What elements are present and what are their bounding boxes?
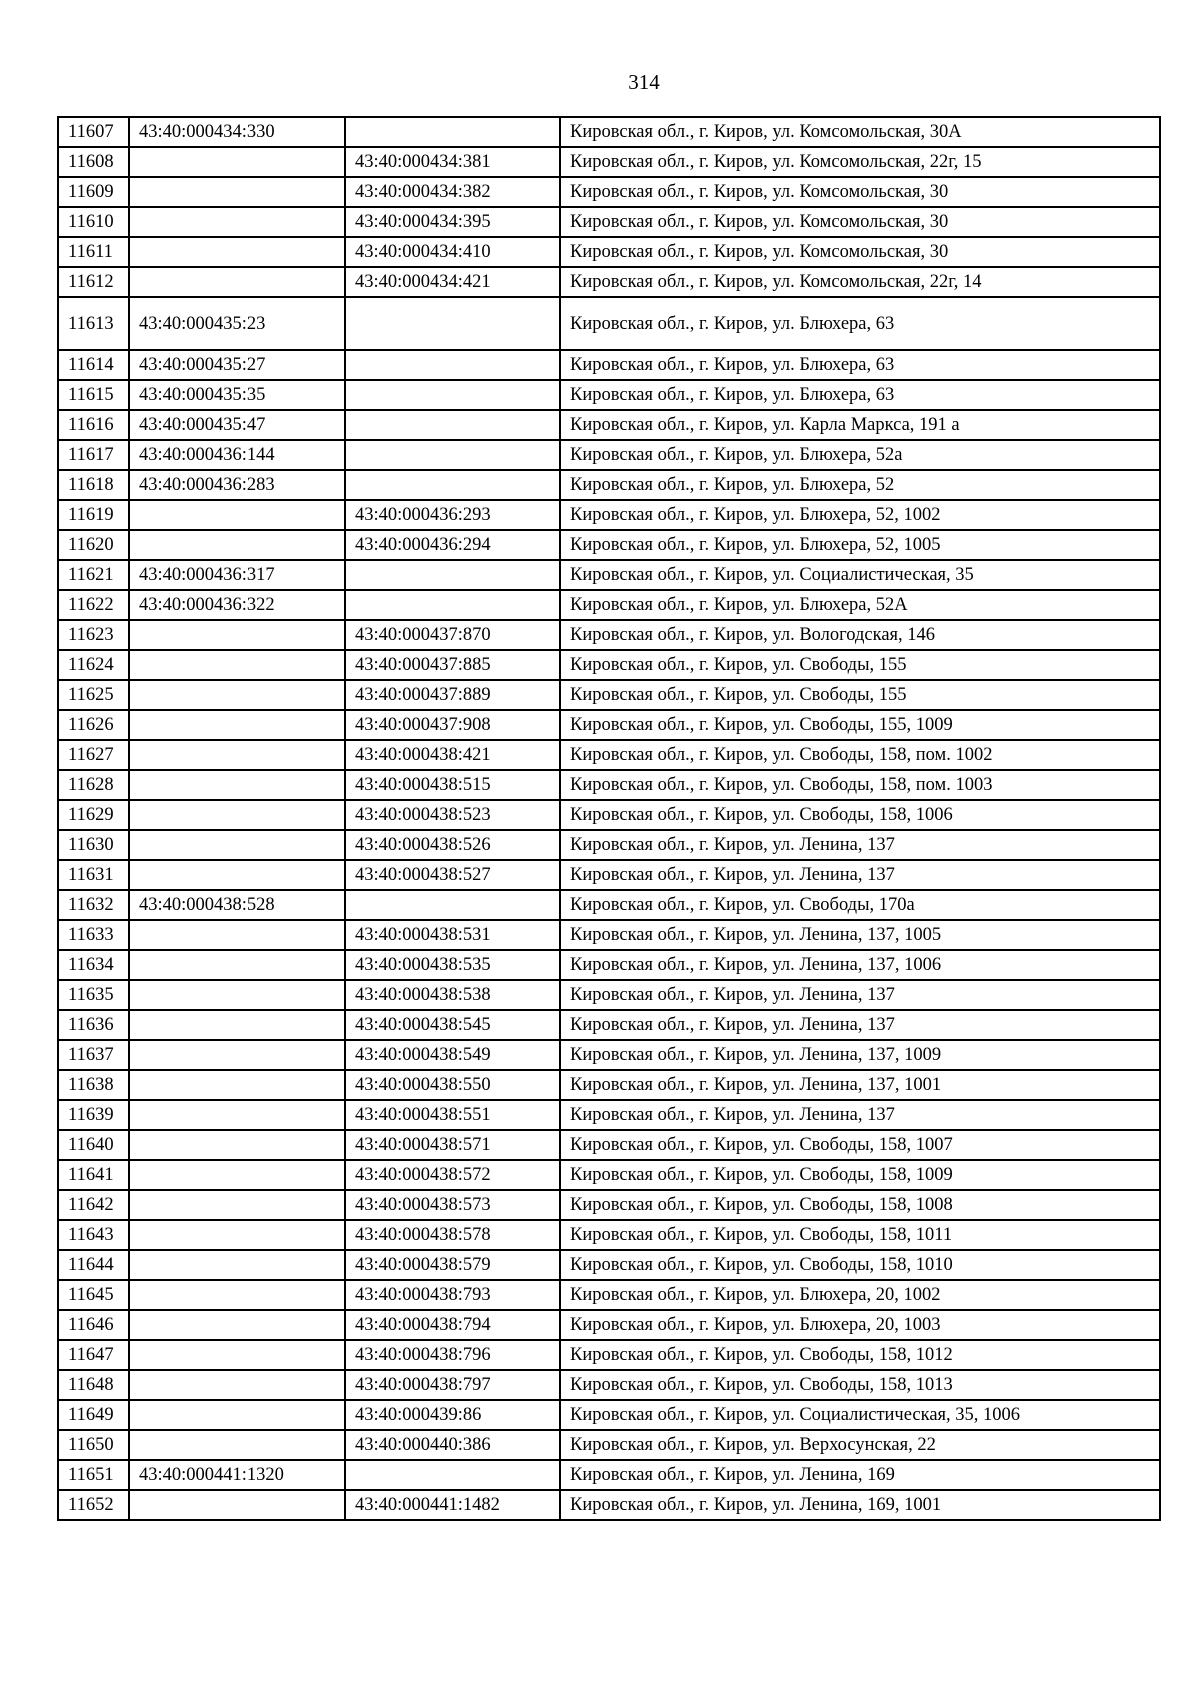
table-row (58, 590, 1160, 620)
row-number-cell: 11634 (58, 950, 129, 980)
address-cell: Кировская обл., г. Киров, ул. Карла Маркса, 191 а (560, 410, 1160, 440)
premises-cadastral-number-cell: 43:40:000438:578 (345, 1220, 560, 1250)
premises-cadastral-number-cell: 43:40:000440:386 (345, 1430, 560, 1460)
cadastral-number-cell: 43:40:000436:322 (129, 590, 345, 620)
premises-cadastral-number-cell (345, 297, 560, 350)
cadastral-number-cell: 43:40:000435:23 (129, 297, 345, 350)
table-row (58, 1130, 1160, 1160)
cadastral-number-cell (129, 147, 345, 177)
address-cell: Кировская обл., г. Киров, ул. Комсомольская, 22г, 14 (560, 267, 1160, 297)
table-row (58, 1070, 1160, 1100)
premises-cadastral-number-cell: 43:40:000438:538 (345, 980, 560, 1010)
cadastral-number-cell (129, 950, 345, 980)
premises-cadastral-number-cell: 43:40:000438:515 (345, 770, 560, 800)
premises-cadastral-number-cell: 43:40:000436:293 (345, 500, 560, 530)
table-row (58, 830, 1160, 860)
row-number-cell: 11614 (58, 350, 129, 380)
row-number-cell: 11651 (58, 1460, 129, 1490)
cadastral-number-cell (129, 650, 345, 680)
cadastral-number-cell: 43:40:000436:283 (129, 470, 345, 500)
cadastral-number-cell (129, 620, 345, 650)
address-cell: Кировская обл., г. Киров, ул. Блюхера, 20, 1003 (560, 1310, 1160, 1340)
premises-cadastral-number-cell: 43:40:000438:527 (345, 860, 560, 890)
cadastral-number-cell (129, 1100, 345, 1130)
cadastral-number-cell (129, 1160, 345, 1190)
table-row (58, 860, 1160, 890)
row-number-cell: 11649 (58, 1400, 129, 1430)
cadastral-number-cell: 43:40:000435:27 (129, 350, 345, 380)
table-row (58, 1250, 1160, 1280)
premises-cadastral-number-cell: 43:40:000438:796 (345, 1340, 560, 1370)
premises-cadastral-number-cell: 43:40:000441:1482 (345, 1490, 560, 1520)
table-row (58, 530, 1160, 560)
cadastral-number-cell (129, 1400, 345, 1430)
table-row (58, 1100, 1160, 1130)
row-number-cell: 11628 (58, 770, 129, 800)
cadastral-number-cell (129, 980, 345, 1010)
row-number-cell: 11611 (58, 237, 129, 267)
cadastral-number-cell (129, 1250, 345, 1280)
premises-cadastral-number-cell: 43:40:000438:549 (345, 1040, 560, 1070)
address-cell: Кировская обл., г. Киров, ул. Блюхера, 52, 1002 (560, 500, 1160, 530)
row-number-cell: 11632 (58, 890, 129, 920)
address-cell: Кировская обл., г. Киров, ул. Свободы, 170а (560, 890, 1160, 920)
address-cell: Кировская обл., г. Киров, ул. Ленина, 137, 1005 (560, 920, 1160, 950)
row-number-cell: 11629 (58, 800, 129, 830)
row-number-cell: 11615 (58, 380, 129, 410)
table-row (58, 267, 1160, 297)
row-number-cell: 11639 (58, 1100, 129, 1130)
table-row (58, 770, 1160, 800)
row-number-cell: 11623 (58, 620, 129, 650)
address-cell: Кировская обл., г. Киров, ул. Свободы, 155 (560, 650, 1160, 680)
table-row (58, 1370, 1160, 1400)
premises-cadastral-number-cell (345, 117, 560, 147)
row-number-cell: 11616 (58, 410, 129, 440)
premises-cadastral-number-cell (345, 350, 560, 380)
premises-cadastral-number-cell: 43:40:000438:571 (345, 1130, 560, 1160)
table-row (58, 1160, 1160, 1190)
cadastral-number-cell (129, 1040, 345, 1070)
address-cell: Кировская обл., г. Киров, ул. Ленина, 169, 1001 (560, 1490, 1160, 1520)
table-row (58, 117, 1160, 147)
registry-table (57, 116, 1161, 1521)
premises-cadastral-number-cell: 43:40:000436:294 (345, 530, 560, 560)
cadastral-number-cell (129, 800, 345, 830)
table-row (58, 1310, 1160, 1340)
cadastral-number-cell (129, 1370, 345, 1400)
row-number-cell: 11631 (58, 860, 129, 890)
premises-cadastral-number-cell (345, 380, 560, 410)
row-number-cell: 11647 (58, 1340, 129, 1370)
cadastral-number-cell (129, 530, 345, 560)
address-cell: Кировская обл., г. Киров, ул. Свободы, 155, 1009 (560, 710, 1160, 740)
cadastral-number-cell (129, 237, 345, 267)
table-row (58, 410, 1160, 440)
address-cell: Кировская обл., г. Киров, ул. Социалистическая, 35, 1006 (560, 1400, 1160, 1430)
premises-cadastral-number-cell: 43:40:000437:870 (345, 620, 560, 650)
cadastral-number-cell (129, 1220, 345, 1250)
table-row (58, 1010, 1160, 1040)
address-cell: Кировская обл., г. Киров, ул. Свободы, 158, 1012 (560, 1340, 1160, 1370)
page-number: 314 (628, 70, 660, 94)
premises-cadastral-number-cell (345, 470, 560, 500)
address-cell: Кировская обл., г. Киров, ул. Блюхера, 52 (560, 470, 1160, 500)
row-number-cell: 11645 (58, 1280, 129, 1310)
row-number-cell: 11642 (58, 1190, 129, 1220)
address-cell: Кировская обл., г. Киров, ул. Свободы, 158, пом. 1002 (560, 740, 1160, 770)
table-row (58, 1040, 1160, 1070)
registry-table-body (58, 117, 1160, 1520)
table-row (58, 980, 1160, 1010)
cadastral-number-cell (129, 1010, 345, 1040)
row-number-cell: 11624 (58, 650, 129, 680)
table-row (58, 237, 1160, 267)
cadastral-number-cell (129, 740, 345, 770)
cadastral-number-cell (129, 207, 345, 237)
table-row (58, 1190, 1160, 1220)
premises-cadastral-number-cell: 43:40:000438:523 (345, 800, 560, 830)
cadastral-number-cell (129, 680, 345, 710)
table-row (58, 560, 1160, 590)
row-number-cell: 11613 (58, 297, 129, 350)
address-cell: Кировская обл., г. Киров, ул. Ленина, 137 (560, 1100, 1160, 1130)
table-row (58, 500, 1160, 530)
premises-cadastral-number-cell: 43:40:000438:551 (345, 1100, 560, 1130)
row-number-cell: 11652 (58, 1490, 129, 1520)
premises-cadastral-number-cell: 43:40:000438:421 (345, 740, 560, 770)
row-number-cell: 11617 (58, 440, 129, 470)
address-cell: Кировская обл., г. Киров, ул. Комсомольская, 30 (560, 177, 1160, 207)
premises-cadastral-number-cell (345, 1460, 560, 1490)
premises-cadastral-number-cell: 43:40:000438:550 (345, 1070, 560, 1100)
address-cell: Кировская обл., г. Киров, ул. Ленина, 137 (560, 830, 1160, 860)
address-cell: Кировская обл., г. Киров, ул. Свободы, 158, 1008 (560, 1190, 1160, 1220)
address-cell: Кировская обл., г. Киров, ул. Свободы, 158, 1010 (560, 1250, 1160, 1280)
cadastral-number-cell (129, 1430, 345, 1460)
row-number-cell: 11620 (58, 530, 129, 560)
row-number-cell: 11636 (58, 1010, 129, 1040)
premises-cadastral-number-cell: 43:40:000437:889 (345, 680, 560, 710)
cadastral-number-cell (129, 267, 345, 297)
row-number-cell: 11648 (58, 1370, 129, 1400)
row-number-cell: 11609 (58, 177, 129, 207)
row-number-cell: 11627 (58, 740, 129, 770)
table-row (58, 207, 1160, 237)
table-row (58, 177, 1160, 207)
premises-cadastral-number-cell (345, 560, 560, 590)
cadastral-number-cell: 43:40:000435:47 (129, 410, 345, 440)
address-cell: Кировская обл., г. Киров, ул. Блюхера, 63 (560, 380, 1160, 410)
premises-cadastral-number-cell: 43:40:000434:421 (345, 267, 560, 297)
table-row (58, 650, 1160, 680)
address-cell: Кировская обл., г. Киров, ул. Блюхера, 63 (560, 297, 1160, 350)
cadastral-number-cell: 43:40:000435:35 (129, 380, 345, 410)
table-row (58, 620, 1160, 650)
row-number-cell: 11643 (58, 1220, 129, 1250)
address-cell: Кировская обл., г. Киров, ул. Блюхера, 63 (560, 350, 1160, 380)
premises-cadastral-number-cell: 43:40:000438:535 (345, 950, 560, 980)
row-number-cell: 11640 (58, 1130, 129, 1160)
table-row (58, 1460, 1160, 1490)
address-cell: Кировская обл., г. Киров, ул. Ленина, 137 (560, 980, 1160, 1010)
row-number-cell: 11637 (58, 1040, 129, 1070)
table-row (58, 297, 1160, 350)
cadastral-number-cell (129, 500, 345, 530)
table-row (58, 440, 1160, 470)
premises-cadastral-number-cell: 43:40:000434:382 (345, 177, 560, 207)
cadastral-number-cell (129, 1190, 345, 1220)
row-number-cell: 11612 (58, 267, 129, 297)
address-cell: Кировская обл., г. Киров, ул. Социалистическая, 35 (560, 560, 1160, 590)
row-number-cell: 11626 (58, 710, 129, 740)
address-cell: Кировская обл., г. Киров, ул. Комсомольская, 30 (560, 207, 1160, 237)
cadastral-number-cell (129, 770, 345, 800)
address-cell: Кировская обл., г. Киров, ул. Свободы, 158, 1011 (560, 1220, 1160, 1250)
cadastral-number-cell (129, 710, 345, 740)
address-cell: Кировская обл., г. Киров, ул. Свободы, 155 (560, 680, 1160, 710)
premises-cadastral-number-cell: 43:40:000438:573 (345, 1190, 560, 1220)
cadastral-number-cell: 43:40:000438:528 (129, 890, 345, 920)
row-number-cell: 11622 (58, 590, 129, 620)
table-row (58, 950, 1160, 980)
table-row (58, 1490, 1160, 1520)
table-row (58, 920, 1160, 950)
premises-cadastral-number-cell: 43:40:000438:526 (345, 830, 560, 860)
table-row (58, 740, 1160, 770)
premises-cadastral-number-cell (345, 440, 560, 470)
premises-cadastral-number-cell (345, 590, 560, 620)
premises-cadastral-number-cell: 43:40:000438:531 (345, 920, 560, 950)
row-number-cell: 11646 (58, 1310, 129, 1340)
cadastral-number-cell: 43:40:000441:1320 (129, 1460, 345, 1490)
address-cell: Кировская обл., г. Киров, ул. Комсомольская, 30 (560, 237, 1160, 267)
premises-cadastral-number-cell (345, 890, 560, 920)
address-cell: Кировская обл., г. Киров, ул. Блюхера, 52а (560, 440, 1160, 470)
cadastral-number-cell (129, 1310, 345, 1340)
cadastral-number-cell (129, 1280, 345, 1310)
address-cell: Кировская обл., г. Киров, ул. Ленина, 137 (560, 1010, 1160, 1040)
table-row (58, 350, 1160, 380)
cadastral-number-cell: 43:40:000434:330 (129, 117, 345, 147)
row-number-cell: 11650 (58, 1430, 129, 1460)
premises-cadastral-number-cell: 43:40:000438:797 (345, 1370, 560, 1400)
address-cell: Кировская обл., г. Киров, ул. Свободы, 158, 1009 (560, 1160, 1160, 1190)
address-cell: Кировская обл., г. Киров, ул. Свободы, 158, пом. 1003 (560, 770, 1160, 800)
address-cell: Кировская обл., г. Киров, ул. Комсомольская, 22г, 15 (560, 147, 1160, 177)
table-row (58, 890, 1160, 920)
cadastral-number-cell (129, 177, 345, 207)
address-cell: Кировская обл., г. Киров, ул. Блюхера, 52А (560, 590, 1160, 620)
address-cell: Кировская обл., г. Киров, ул. Свободы, 158, 1007 (560, 1130, 1160, 1160)
address-cell: Кировская обл., г. Киров, ул. Блюхера, 52, 1005 (560, 530, 1160, 560)
address-cell: Кировская обл., г. Киров, ул. Свободы, 158, 1013 (560, 1370, 1160, 1400)
row-number-cell: 11630 (58, 830, 129, 860)
address-cell: Кировская обл., г. Киров, ул. Ленина, 169 (560, 1460, 1160, 1490)
row-number-cell: 11607 (58, 117, 129, 147)
row-number-cell: 11644 (58, 1250, 129, 1280)
cadastral-number-cell (129, 1490, 345, 1520)
table-row (58, 710, 1160, 740)
row-number-cell: 11618 (58, 470, 129, 500)
row-number-cell: 11619 (58, 500, 129, 530)
row-number-cell: 11641 (58, 1160, 129, 1190)
premises-cadastral-number-cell: 43:40:000437:885 (345, 650, 560, 680)
premises-cadastral-number-cell: 43:40:000434:410 (345, 237, 560, 267)
premises-cadastral-number-cell: 43:40:000438:572 (345, 1160, 560, 1190)
address-cell: Кировская обл., г. Киров, ул. Ленина, 137, 1001 (560, 1070, 1160, 1100)
cadastral-number-cell (129, 920, 345, 950)
cadastral-number-cell: 43:40:000436:144 (129, 440, 345, 470)
address-cell: Кировская обл., г. Киров, ул. Свободы, 158, 1006 (560, 800, 1160, 830)
cadastral-number-cell: 43:40:000436:317 (129, 560, 345, 590)
table-row (58, 800, 1160, 830)
row-number-cell: 11610 (58, 207, 129, 237)
address-cell: Кировская обл., г. Киров, ул. Ленина, 137, 1006 (560, 950, 1160, 980)
table-row (58, 470, 1160, 500)
table-row (58, 1340, 1160, 1370)
premises-cadastral-number-cell: 43:40:000438:579 (345, 1250, 560, 1280)
row-number-cell: 11635 (58, 980, 129, 1010)
premises-cadastral-number-cell: 43:40:000434:381 (345, 147, 560, 177)
address-cell: Кировская обл., г. Киров, ул. Вологодская, 146 (560, 620, 1160, 650)
premises-cadastral-number-cell: 43:40:000438:794 (345, 1310, 560, 1340)
cadastral-number-cell (129, 860, 345, 890)
row-number-cell: 11625 (58, 680, 129, 710)
premises-cadastral-number-cell (345, 410, 560, 440)
address-cell: Кировская обл., г. Киров, ул. Комсомольская, 30А (560, 117, 1160, 147)
address-cell: Кировская обл., г. Киров, ул. Блюхера, 20, 1002 (560, 1280, 1160, 1310)
address-cell: Кировская обл., г. Киров, ул. Ленина, 137 (560, 860, 1160, 890)
table-row (58, 1280, 1160, 1310)
premises-cadastral-number-cell: 43:40:000437:908 (345, 710, 560, 740)
premises-cadastral-number-cell: 43:40:000438:545 (345, 1010, 560, 1040)
table-row (58, 147, 1160, 177)
table-row (58, 680, 1160, 710)
table-row (58, 1400, 1160, 1430)
row-number-cell: 11638 (58, 1070, 129, 1100)
row-number-cell: 11608 (58, 147, 129, 177)
cadastral-number-cell (129, 1070, 345, 1100)
row-number-cell: 11621 (58, 560, 129, 590)
premises-cadastral-number-cell: 43:40:000438:793 (345, 1280, 560, 1310)
address-cell: Кировская обл., г. Киров, ул. Верхосунская, 22 (560, 1430, 1160, 1460)
premises-cadastral-number-cell: 43:40:000434:395 (345, 207, 560, 237)
cadastral-number-cell (129, 1130, 345, 1160)
table-row (58, 1220, 1160, 1250)
table-row (58, 1430, 1160, 1460)
row-number-cell: 11633 (58, 920, 129, 950)
table-row (58, 380, 1160, 410)
premises-cadastral-number-cell: 43:40:000439:86 (345, 1400, 560, 1430)
address-cell: Кировская обл., г. Киров, ул. Ленина, 137, 1009 (560, 1040, 1160, 1070)
cadastral-number-cell (129, 1340, 345, 1370)
cadastral-number-cell (129, 830, 345, 860)
